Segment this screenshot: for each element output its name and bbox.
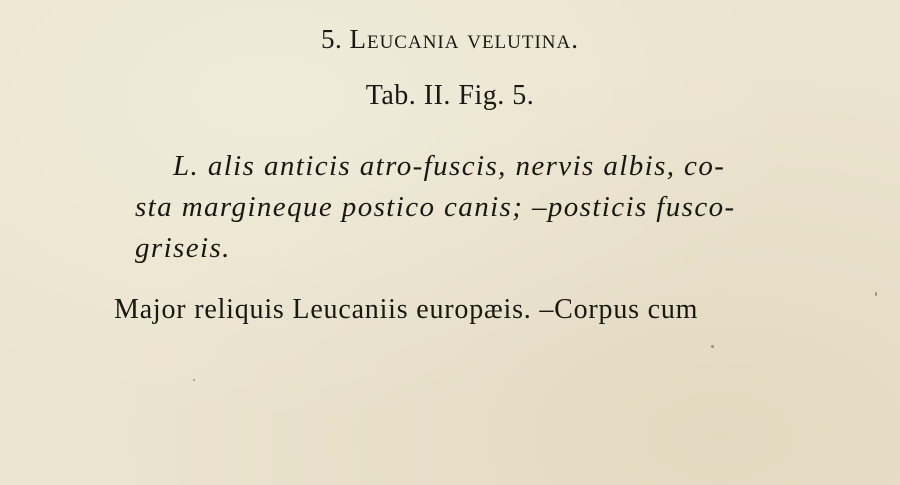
species-diagnosis <box>135 146 835 269</box>
species-title: Leucania velutina. <box>349 24 579 54</box>
plate-reference: Tab. II. Fig. 5. <box>365 80 535 111</box>
diagnosis-line: L. alis anticis atro-fuscis, nervis albis, co- <box>173 150 726 182</box>
diagnosis-line: sta margineque postico canis; –posticis fusco- <box>135 191 736 223</box>
paper-speck <box>193 379 195 381</box>
description-paragraph: Major reliquis Leucaniis europæis. –Corpus cum <box>114 294 699 325</box>
paper-speck <box>875 292 877 296</box>
paper-speck <box>711 345 714 348</box>
diagnosis-line: griseis. <box>135 232 231 264</box>
species-heading <box>0 24 900 55</box>
species-number: 5. <box>320 24 343 54</box>
